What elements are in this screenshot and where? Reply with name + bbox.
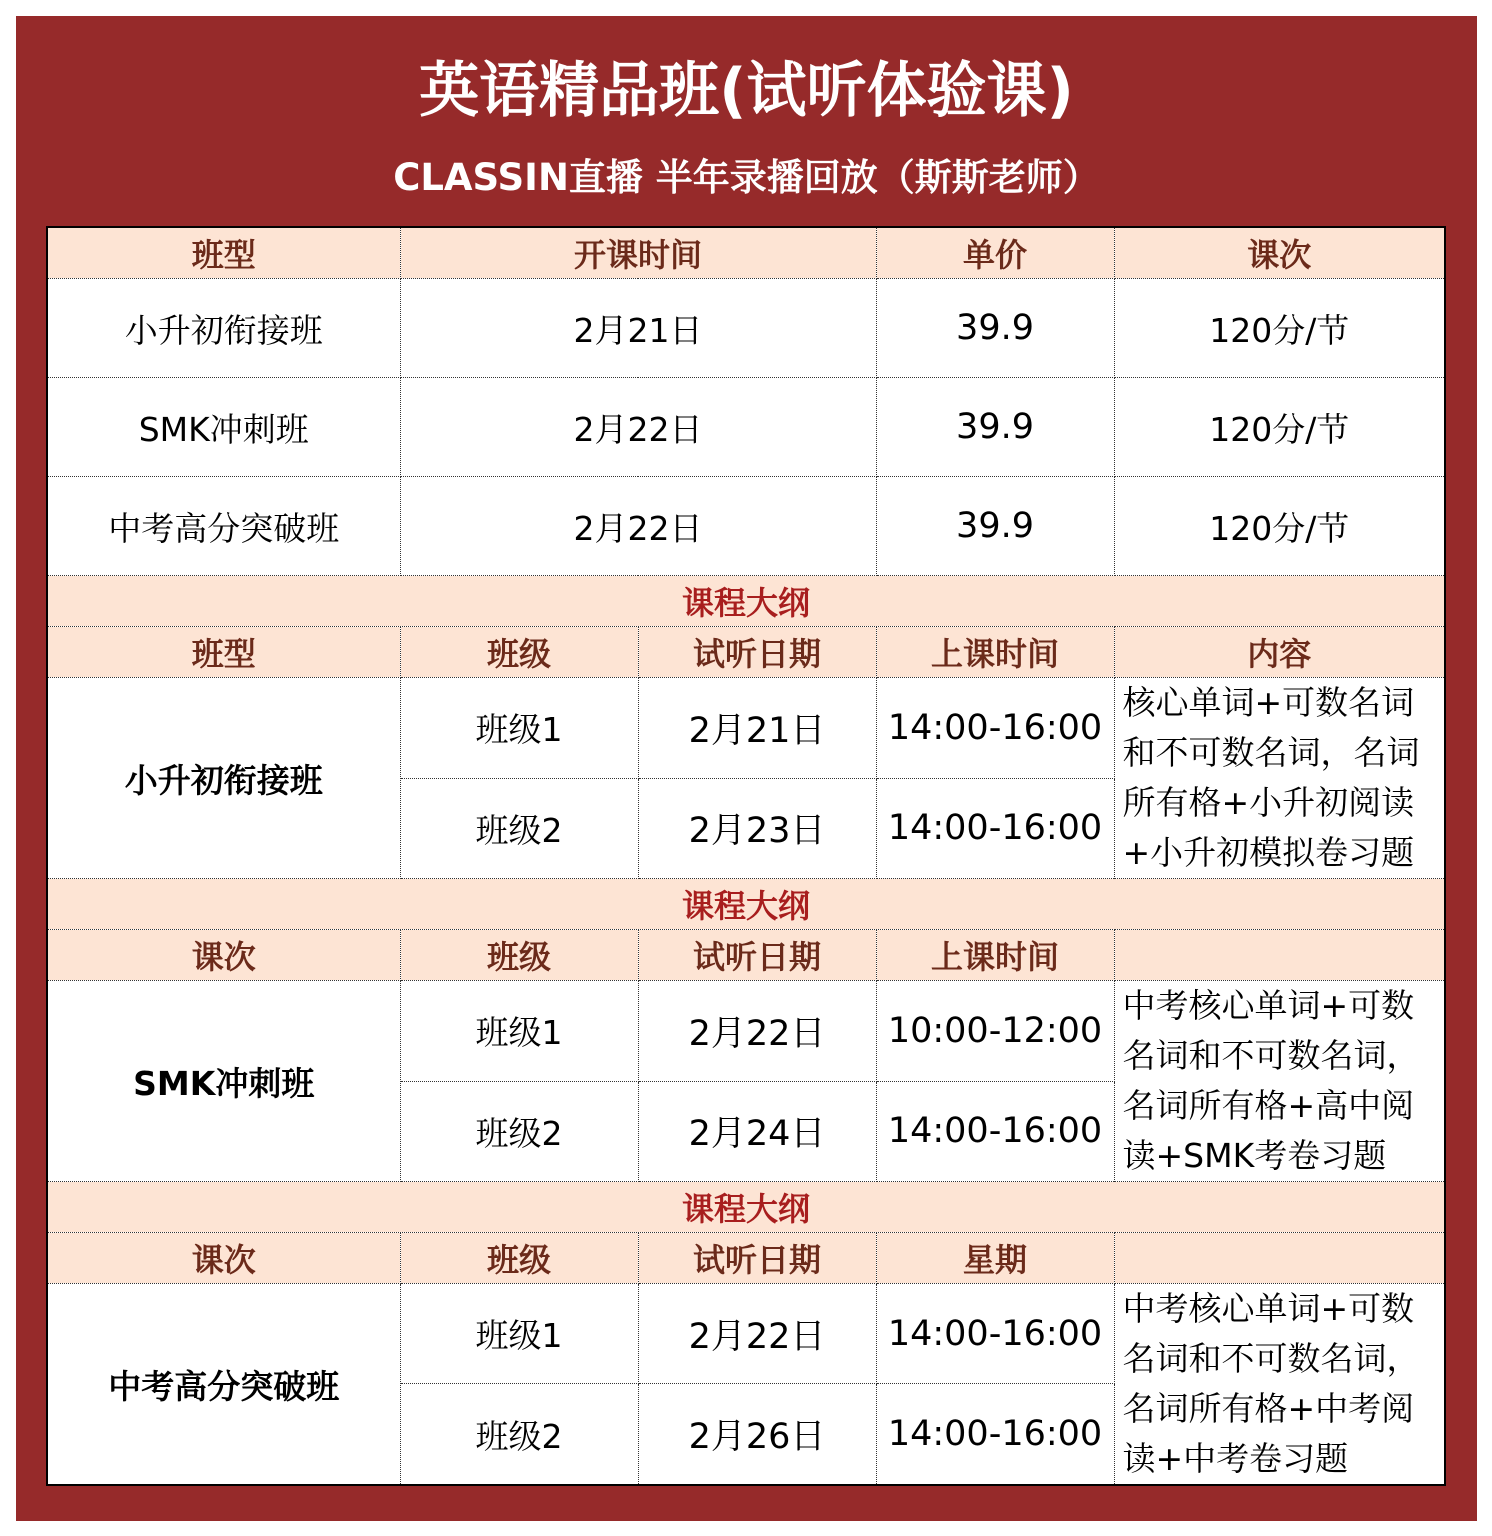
syllabus-header-col4: 上课时间 [876,930,1114,981]
syllabus-content: 中考核心单词+可数名词和不可数名词，名词所有格+高中阅读+SMK考卷习题 [1114,981,1445,1182]
syllabus-time: 14:00-16:00 [876,1384,1114,1485]
syllabus-date: 2月24日 [638,1081,876,1182]
pricing-sessions: 120分/节 [1114,477,1445,576]
syllabus-group: 班级1 [400,1284,638,1384]
syllabus-row [47,1284,1445,1384]
syllabus-class-name: 小升初衔接班 [47,678,400,879]
syllabus-header-col2: 班级 [400,627,638,678]
syllabus-banner-row [47,576,1445,627]
pricing-start-date: 2月21日 [400,279,876,378]
syllabus-class-name: SMK冲刺班 [47,981,400,1182]
syllabus-time: 10:00-12:00 [876,981,1114,1082]
pricing-price: 39.9 [876,378,1114,477]
syllabus-header-col1: 班型 [47,627,400,678]
syllabus-date: 2月22日 [638,981,876,1082]
syllabus-header-col5 [1114,1233,1445,1284]
pricing-sessions: 120分/节 [1114,378,1445,477]
syllabus-header-col1: 课次 [47,930,400,981]
syllabus-date: 2月26日 [638,1384,876,1485]
syllabus-header-col3: 试听日期 [638,1233,876,1284]
syllabus-header-col5 [1114,930,1445,981]
syllabus-header-col5: 内容 [1114,627,1445,678]
syllabus-row [47,981,1445,1082]
syllabus-header-col3: 试听日期 [638,930,876,981]
syllabus-group: 班级1 [400,678,638,779]
syllabus-banner: 课程大纲 [47,576,1445,627]
syllabus-group: 班级2 [400,778,638,879]
syllabus-content: 中考核心单词+可数名词和不可数名词，名词所有格+中考阅读+中考卷习题 [1114,1284,1445,1486]
pricing-header-price: 单价 [876,227,1114,279]
pricing-price: 39.9 [876,477,1114,576]
pricing-start-date: 2月22日 [400,378,876,477]
syllabus-header-col2: 班级 [400,1233,638,1284]
syllabus-header-col4: 星期 [876,1233,1114,1284]
syllabus-date: 2月21日 [638,678,876,779]
pricing-start-date: 2月22日 [400,477,876,576]
pricing-class-name: SMK冲刺班 [47,378,400,477]
pricing-header-class-type: 班型 [47,227,400,279]
syllabus-header-row [47,930,1445,981]
syllabus-time: 14:00-16:00 [876,778,1114,879]
schedule-poster [16,16,1477,1521]
pricing-header-start-time: 开课时间 [400,227,876,279]
syllabus-banner-row [47,879,1445,930]
syllabus-header-col4: 上课时间 [876,627,1114,678]
syllabus-header-col1: 课次 [47,1233,400,1284]
syllabus-time: 14:00-16:00 [876,678,1114,779]
syllabus-header-col3: 试听日期 [638,627,876,678]
syllabus-group: 班级2 [400,1384,638,1485]
syllabus-class-name: 中考高分突破班 [47,1284,400,1486]
pricing-header-row [47,227,1445,279]
syllabus-group: 班级1 [400,981,638,1082]
syllabus-date: 2月22日 [638,1284,876,1384]
page-title: 英语精品班(试听体验课) [419,56,1074,126]
syllabus-time: 14:00-16:00 [876,1284,1114,1384]
pricing-row [47,279,1445,378]
syllabus-row [47,678,1445,779]
syllabus-header-row [47,627,1445,678]
pricing-class-name: 小升初衔接班 [47,279,400,378]
page-subtitle: CLASSIN直播 半年录播回放（斯斯老师） [393,156,1100,199]
syllabus-banner: 课程大纲 [47,879,1445,930]
pricing-row [47,477,1445,576]
pricing-header-sessions: 课次 [1114,227,1445,279]
syllabus-time: 14:00-16:00 [876,1081,1114,1182]
pricing-sessions: 120分/节 [1114,279,1445,378]
syllabus-content: 核心单词+可数名词和不可数名词，名词所有格+小升初阅读+小升初模拟卷习题 [1114,678,1445,879]
syllabus-banner-row [47,1182,1445,1233]
pricing-row [47,378,1445,477]
syllabus-group: 班级2 [400,1081,638,1182]
syllabus-banner: 课程大纲 [47,1182,1445,1233]
syllabus-date: 2月23日 [638,778,876,879]
syllabus-header-row [47,1233,1445,1284]
pricing-class-name: 中考高分突破班 [47,477,400,576]
pricing-price: 39.9 [876,279,1114,378]
syllabus-header-col2: 班级 [400,930,638,981]
schedule-table [46,226,1446,1486]
